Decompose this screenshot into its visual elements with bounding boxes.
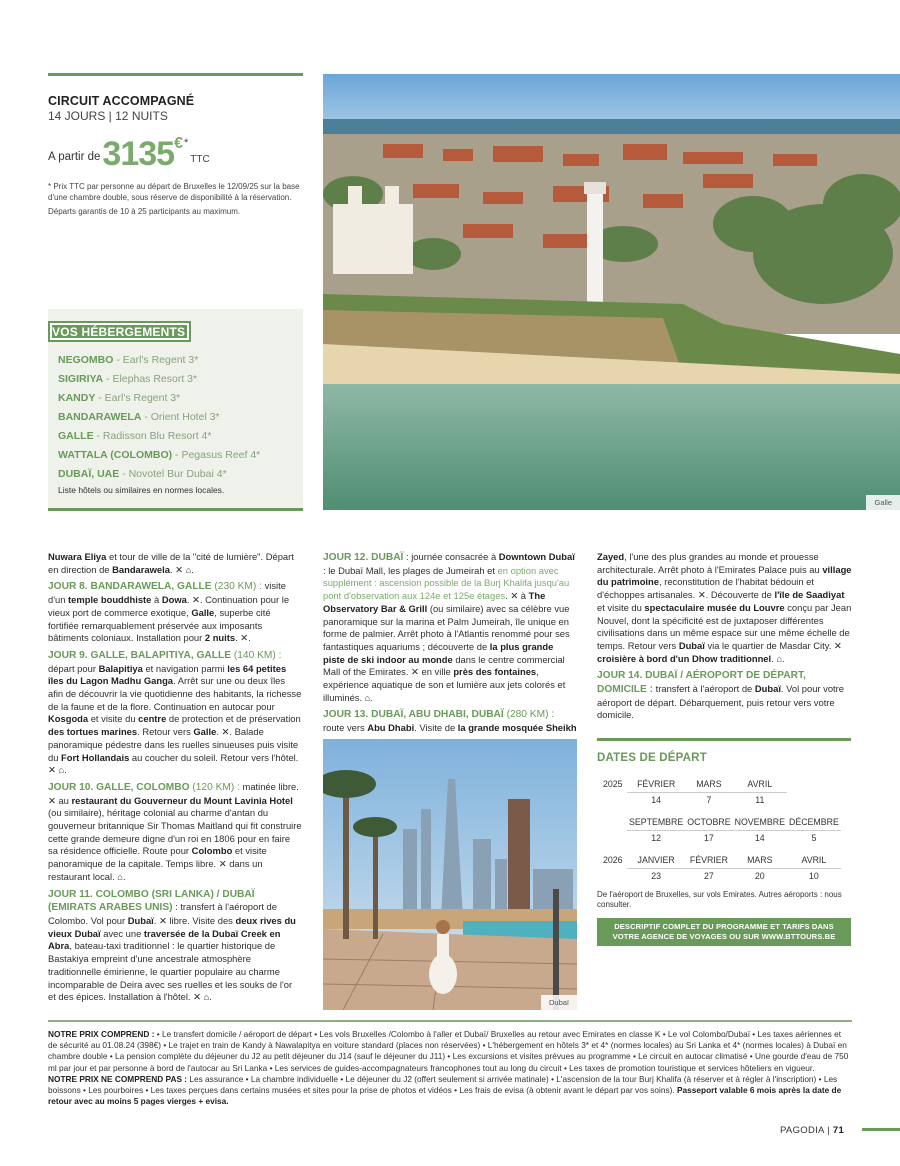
passeport-text: Passeport valable 6 mois après la date de retour avec au moins 5 pages vierges + evisa. [48, 1085, 842, 1107]
hebergement-item: NEGOMBO - Earl's Regent 3* [58, 354, 199, 366]
itinerary-column-2 [323, 551, 577, 739]
price-ttc: TTC [190, 154, 210, 165]
day-heading: JOUR 11. COLOMBO (SRI LANKA) / DUBAÏ (EMIRATS ARABES UNIS) [48, 888, 255, 914]
dates-row-months: 2025 FÉVRIER MARS AVRIL [597, 776, 841, 792]
page-footer [780, 1125, 844, 1136]
price-star: * [183, 137, 189, 149]
dates-note: De l'aéroport de Bruxelles, sur vols Emirates. Autres aéroports : nous consulter. [597, 890, 842, 909]
itinerary-paragraph: Nuwara Eliya et tour de ville de la "cité de lumière". Départ en direction de Bandarawela. ✕ ⌂. [48, 551, 294, 575]
descriptif-banner[interactable]: DESCRIPTIF COMPLET DU PROGRAMME ET TARIFS DANS VOTRE AGENCE DE VOYAGES OU SUR WWW.BTTOURS.BE [597, 918, 851, 946]
day-heading: JOUR 13. DUBAÏ, ABU DHABI, DUBAÏ (280 KM) : [323, 709, 555, 721]
hebergement-item: DUBAÏ, UAE - Novotel Bur Dubai 4* [58, 468, 227, 480]
itinerary-day-8: JOUR 8. BANDARAWELA, GALLE (230 KM) : visite d'un temple bouddhiste à Dowa. ✕. Continuation pour le vieux port de commerce exotique, Galle, superbe cité fortifiée remarquablement préservée aux imposants bâtiments coloniaux. Installation pour 2 nuits. ✕. [48, 580, 290, 644]
itinerary-paragraph: Zayed, l'une des plus grandes au monde et prouesse architecturale. Arrêt photo à l'Emirates Palace puis au village du patrimoine, reconstitution de l'habitat bédouin et d'échoppes artisanales. ✕. Découverte de l'île de Saadiyat et visite du spectaculaire musée du Louvre conçu par Jean Nouvel, dont la spécificité est de juxtaposer différentes civilisations dans un même espace sur une même échelle de temps. Retour vers Dubaï via le quartier de Masdar City. ✕ croisière à bord d'un Dhow traditionnel. ⌂. [597, 551, 852, 664]
itinerary-day-9: JOUR 9. GALLE, BALAPITIYA, GALLE (140 KM) : départ pour Balapitiya et navigation parmi les 64 petites îles du Lagon Madhu Ganga. Arrêt sur une ou deux îles afin de découvrir la vie quotidienne des habitants, la richesse de la faune et de la flore. Continuation en autocar pour Kosgoda et visite du centre de protection et de préservation des tortues marines. Retour vers Galle. ✕. Balade panoramique pédestre dans les ruelles sinueuses puis visite du Fort Hollandais au coucher du soleil. Retour vers l'hôtel. ✕ ⌂. [48, 649, 302, 776]
comprend-text: • Le transfert domicile / aéroport de départ • Les vols Bruxelles /Colombo à l'aller et Dubaï/ Bruxelles au retour avec Emirates en classe K • Le vol Colombo/Dubaï • Les taxes aériennes et de sécurité au 01.08.24 (398€) • Le trajet en train de Kandy à Nawalapitya en voiture standard (places non réservées) • L'hébergement en hôtels 3* et 4* (normes locales) au Sri Lanka et 4* (normes locales) à Dubaï en chambre double • La pension complète du déjeuner du J2 au petit déjeuner du J14 (sauf le déjeuner du J11) • Les excursions et visites prévues au programme • Le circuit en autocar climatisé • Une gourde d'eau de 750 ml par jour et par personne à bord de l'autocar au Sri Lanka • Les services de guides-accompagnateurs francophones tout au long du circuit • Les taxes de promotion touristique et services hôteliers en vigueur. [48, 1029, 849, 1073]
dates-row-days: 12 17 14 5 [651, 833, 817, 844]
itinerary-day-12: JOUR 12. DUBAÏ : journée consacrée à Downtown Dubaï : le Dubaï Mall, les plages de Jumeirah et en option avec supplément : ascension possible de la Burj Khalifa jusqu'au pont d'observation aux 124e et 125e étages. ✕ à The Observatory Bar & Grill (ou similaire) avec sa célèbre vue panoramique sur la marina et Palm Jumeirah, île unique en forme de palmier. Arrêt photo à l'Atlantis renommé pour ses fantastiques aquariums ; découverte de la plus grande piste de ski indoor au monde dans le centre commercial Mall of the Emirates. ✕ en ville près des fontaines, expérience aquatique de son et lumière aux jets colorés et illuminés. ⌂. [323, 551, 575, 703]
year-label: 2026 [603, 855, 623, 865]
day-heading: JOUR 10. GALLE, COLOMBO (120 KM) : [48, 781, 240, 793]
dates-table [597, 776, 841, 884]
page-number: 71 [832, 1125, 845, 1136]
dates-row-days: 14 7 11 [651, 795, 765, 806]
footer-bar [862, 1128, 900, 1131]
price-prefix: A partir de [48, 151, 101, 163]
day-heading: JOUR 14. DUBAÏ / AÉROPORT DE DÉPART, DOMICILE : [597, 670, 806, 696]
price-conditions [48, 1029, 852, 1107]
galle-caption: Galle [866, 495, 900, 510]
brand-name: PAGODIA [780, 1125, 825, 1136]
itinerary-column-1 [48, 551, 302, 1008]
price-value: 3135 [102, 135, 175, 173]
year-label: 2025 [603, 779, 623, 789]
circuit-duration: 14 JOURS | 12 NUITS [48, 109, 168, 123]
hebergement-item: SIGIRIYA - Elephas Resort 3* [58, 373, 198, 385]
dates-title: DATES DE DÉPART [597, 752, 707, 764]
itinerary-day-13: JOUR 13. DUBAÏ, ABU DHABI, DUBAÏ (280 KM) : route vers Abu Dhabi. Visite de la grande mosquée Sheikh [323, 709, 577, 734]
hebergement-item: GALLE - Radisson Blu Resort 4* [58, 430, 212, 442]
dates-row-months: 2026 JANVIER FÉVRIER MARS AVRIL [597, 852, 841, 868]
price-currency: € [174, 135, 183, 152]
itinerary-day-10: JOUR 10. GALLE, COLOMBO (120 KM) : matinée libre. ✕ au restaurant du Gouverneur du Mount Lavinia Hotel (ou similaire), héritage colonial au charme d'antan du gouverneur britannique Sir Thomas Maitland qui fit construire cette grande demeure digne d'un roi en 1806 pour en faire sa résidence officielle. Route pour Colombo et visite panoramique de la capitale. Temps libre. ✕ dans un restaurant local. ⌂. [48, 780, 302, 882]
galle-photo [323, 74, 900, 510]
hebergement-item: WATTALA (COLOMBO) - Pegasus Reef 4* [58, 449, 261, 461]
day-heading: JOUR 9. GALLE, BALAPITIYA, GALLE (140 KM) : [48, 649, 282, 661]
bottom-rule [48, 1020, 852, 1022]
ne-comprend-text: Les assurance • La chambre individuelle • Le déjeuner du J2 (offert seulement si arrivée matinale) • L'ascension de la tour Burj Khalifa (à réserver et à régler à l'inscription) • Les boissons • Les pourboires • Les taxes perçues dans certains musées et sites pour la prise de photos et vidéos • Les frais de evisa (à obtenir avant le départ par vos soins). [48, 1073, 838, 1096]
hebergement-item: KANDY - Earl's Regent 3* [58, 392, 181, 404]
dates-row-months: SEPTEMBRE OCTOBRE NOVEMBRE DÉCEMBRE [597, 814, 841, 830]
itinerary-day-14: JOUR 14. DUBAÏ / AÉROPORT DE DÉPART, DOMICILE : transfert à l'aéroport de Dubaï. Vol pour votre aéroport de départ. Débarquement, puis retour vers votre domicile. [597, 670, 844, 721]
hebergements-title: VOS HÉBERGEMENTS [48, 321, 191, 342]
hebergements-bottom-rule [48, 508, 303, 511]
hebergement-item: BANDARAWELA - Orient Hotel 3* [58, 411, 220, 423]
hebergements-note: Liste hôtels ou similaires en normes locales. [58, 485, 225, 495]
ne-comprend-label: NOTRE PRIX NE COMPREND PAS : [48, 1073, 188, 1084]
circuit-title: CIRCUIT ACCOMPAGNÉ [48, 94, 195, 108]
comprend-label: NOTRE PRIX COMPREND : [48, 1029, 155, 1039]
itinerary-column-3 [597, 551, 853, 726]
price-note: * Prix TTC par personne au départ de Bruxelles le 12/09/25 sur la base d'une chambre double, sous réserve de disponibilité à la réservation. [48, 182, 300, 202]
dubai-caption: Dubaï [541, 995, 577, 1010]
dates-block [597, 738, 851, 946]
price-block [48, 137, 303, 171]
footer-separator: | [827, 1125, 830, 1136]
dates-row-days: 23 27 20 10 [651, 871, 819, 882]
dubai-photo [323, 739, 577, 1010]
departs-note: Départs garantis de 10 à 25 participants au maximum. [48, 207, 241, 216]
option-text: en option avec supplément : ascension possible de la Burj Khalifa jusqu'au pont d'observation aux 124e et 125e étages [323, 564, 570, 602]
day-heading: JOUR 8. BANDARAWELA, GALLE (230 KM) : [48, 581, 262, 593]
itinerary-day-11: JOUR 11. COLOMBO (SRI LANKA) / DUBAÏ (EMIRATS ARABES UNIS) : transfert à l'aéroport de Colombo. Vol pour Dubaï. ✕ libre. Visite des deux rives du vieux Dubaï avec une traversée de la Dubaï Creek en Abra, bateau-taxi traditionnel : le quartier historique de Bastakiya empreint d'une ancestrale atmosphère traditionnelle émirienne, le quartier populaire au charme incomparable de Deira avec ses ruelles et les souks de l'or et des épices. Installation à l'hôtel. ✕ ⌂. [48, 888, 296, 1003]
hebergements-list [58, 351, 260, 484]
hebergements-box [48, 309, 303, 509]
day-heading: JOUR 12. DUBAÏ [323, 552, 404, 563]
circuit-summary [48, 74, 303, 216]
